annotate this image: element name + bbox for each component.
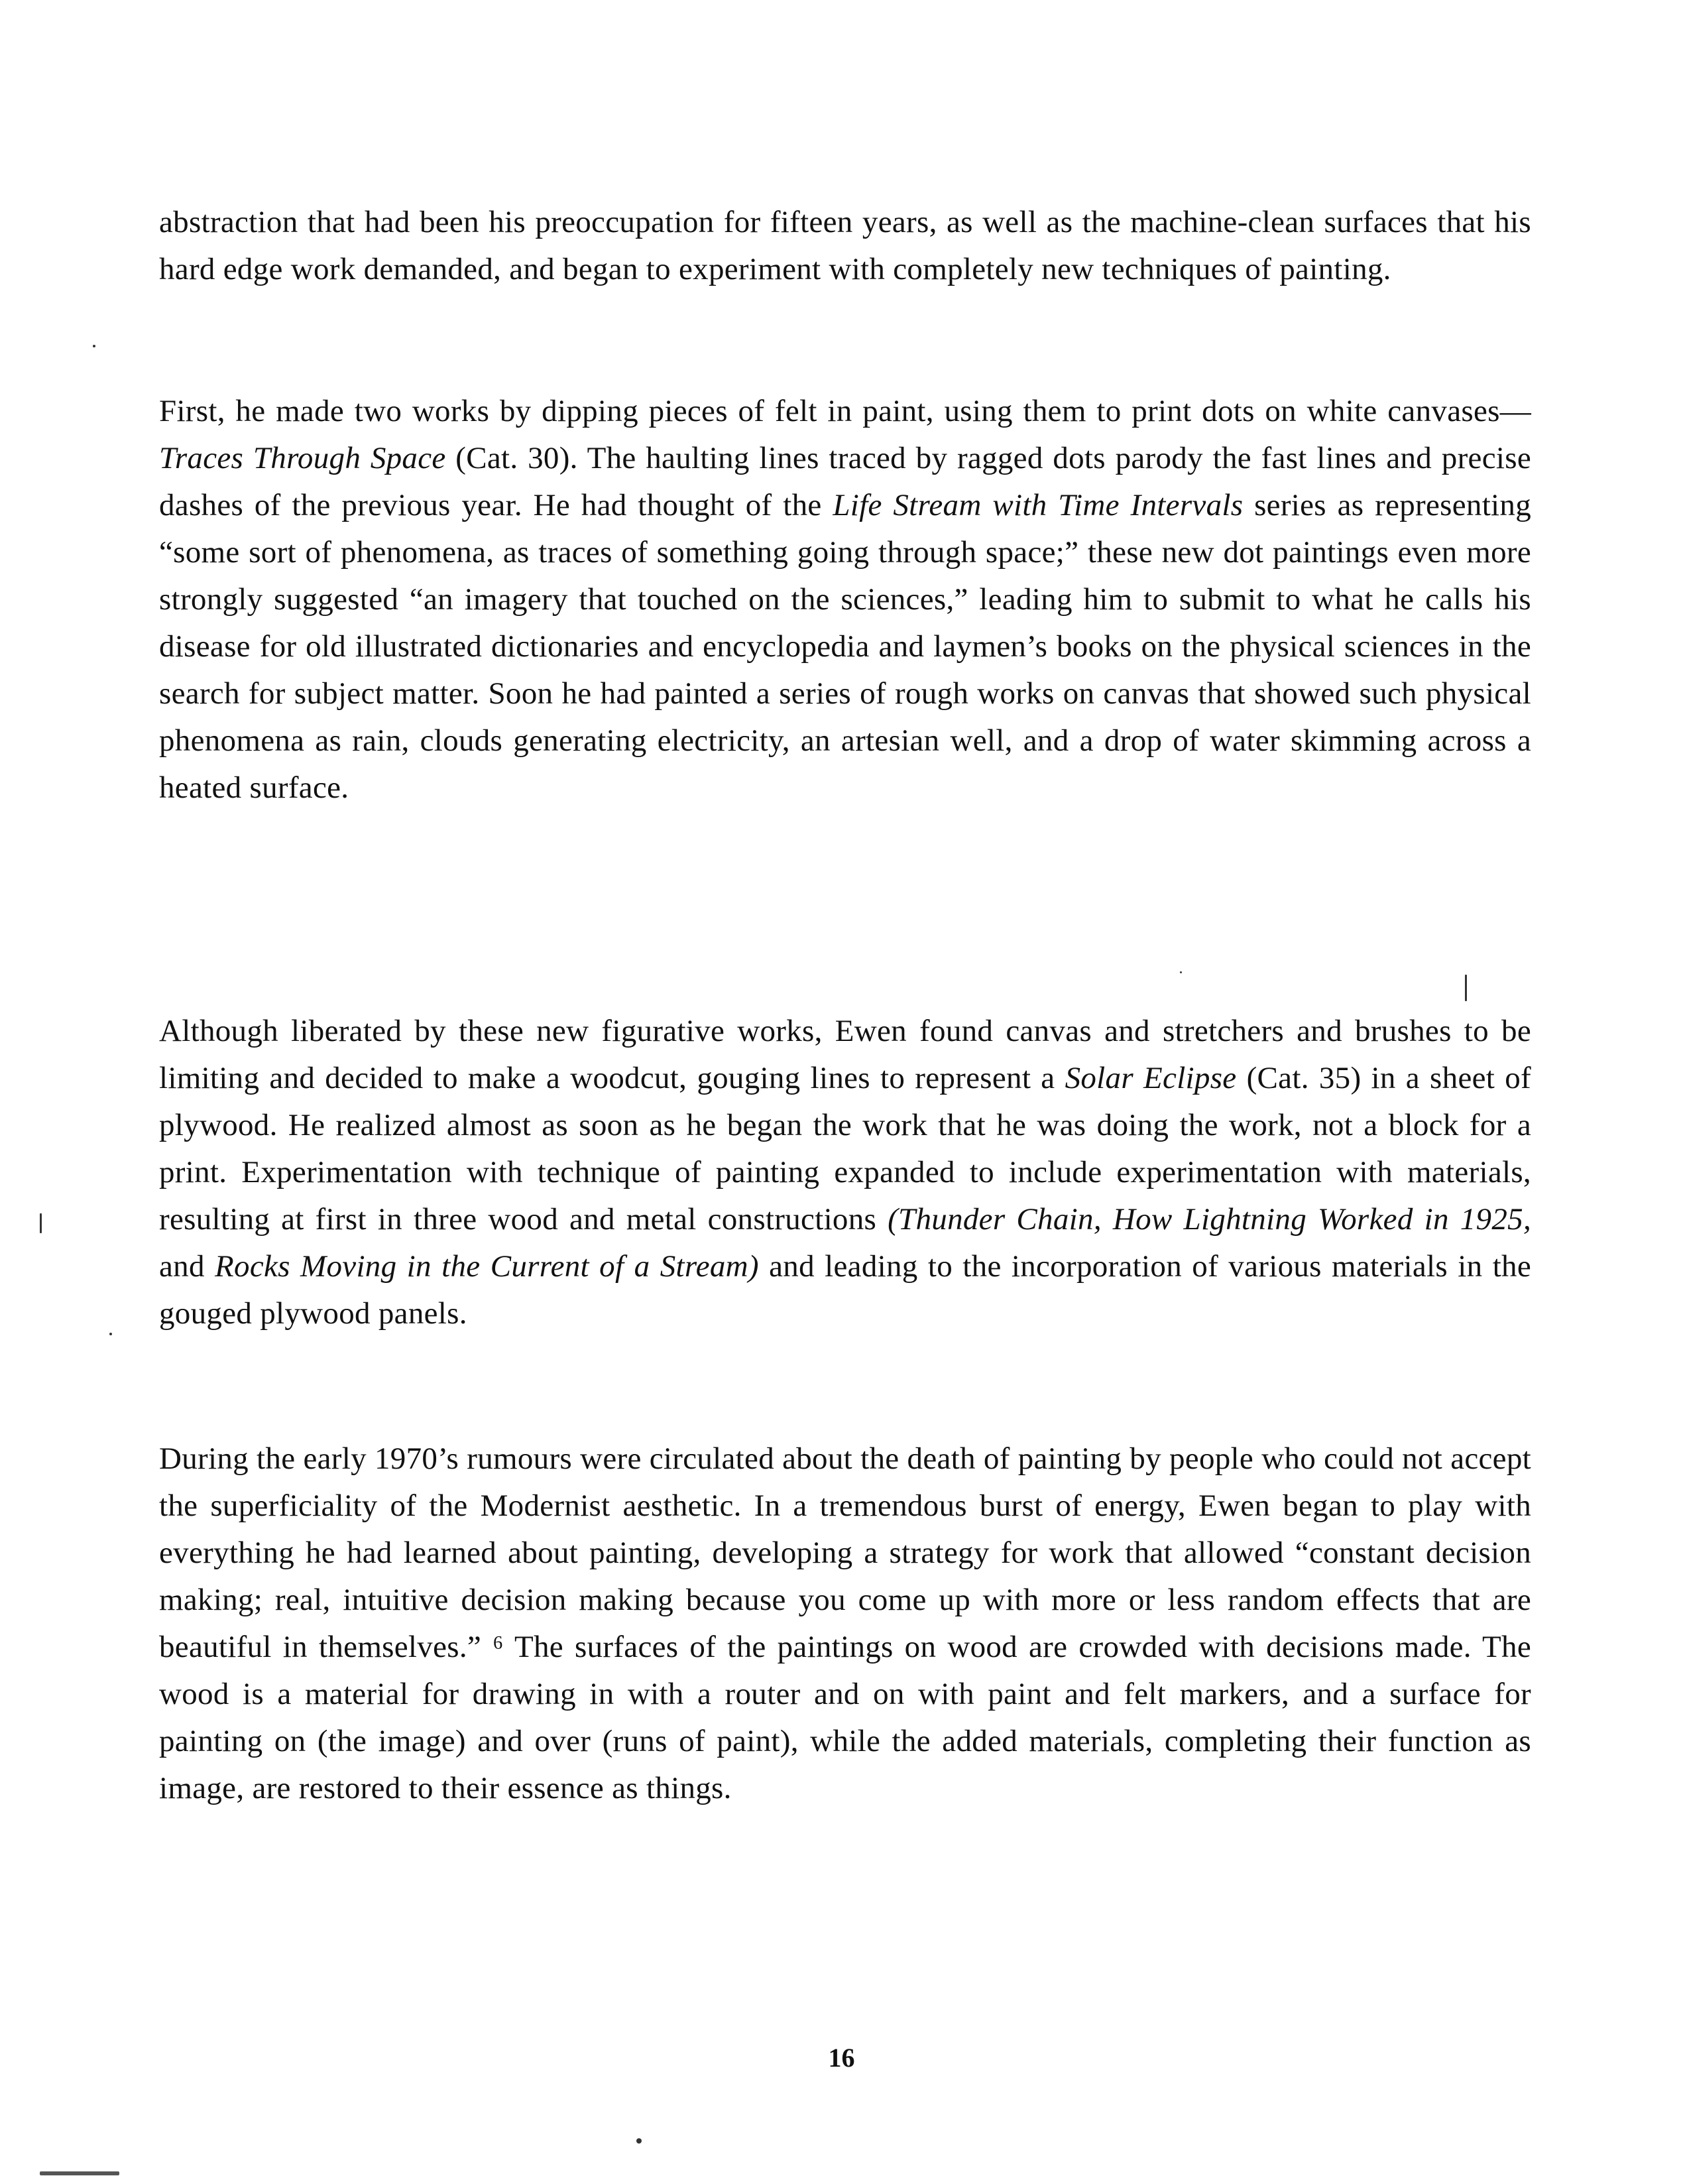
paragraph-3-and: and [159,1249,215,1284]
page-number: 16 [828,2043,855,2073]
artwork-title-life-stream: Life Stream with Time Intervals [833,488,1244,522]
scan-speck [40,2171,119,2175]
paragraph-1 [159,199,1531,293]
paragraph-4-text: During the early 1970’s rumours were circulated about the death of painting by people who could not accept the superficiality of the Modernist aesthetic. In a tremendous burst of energy, Ewen began to play with everything he had learned about painting, developing a strategy for work that allowed “constant decision making; real, intuitive decision making because you come up with more or less random effects that are beautiful in themselves.” ⁶ The surfaces of the paintings on wood are crowded with decisions made. The wood is a material for drawing in with a router and on with paint and felt markers, and a surface for painting on (the image) and over (runs of paint), while the added materials, completing their function as image, are restored to their essence as things. [159,1441,1531,1805]
scan-speck [636,2138,642,2144]
scan-speck [40,1213,42,1233]
artwork-title-thunder-chain: (Thunder Chain, How Lightning Worked in 1925, [888,1202,1531,1237]
paragraph-3-lead: Although liberated by these new figurative works, Ewen found canvas and stretchers and brushes to be limiting and decided to make a woodcut, gouging lines to represent a [159,1014,1531,1095]
scan-speck [93,345,95,347]
paragraph-2 [159,388,1531,812]
paragraph-1-text: abstraction that had been his preoccupation for fifteen years, as well as the machine-clean surfaces that his hard edge work demanded, and began to experiment with completely new techniques of painting. [159,205,1531,286]
paragraph-2-rest: series as representing “some sort of phenomena, as traces of something going through space;” these new dot paintings even more strongly suggested “an imagery that touched on the sciences,” leading him to submit to what he calls his disease for old illustrated dictionaries and encyclopedia and laymen’s books on the physical sciences in the search for subject matter. Soon he had painted a series of rough works on canvas that showed such physical phenomena as rain, clouds generating electricity, an artesian well, and a drop of water skimming across a heated surface. [159,488,1532,805]
scan-speck [109,1333,112,1335]
artwork-title-rocks-moving: Rocks Moving in the Current of a Stream) [215,1249,759,1284]
paragraph-3-rest: and leading to the incorporation of various materials in the gouged plywood panels. [159,1249,1532,1331]
paragraph-2-lead: First, he made two works by dipping pieces of felt in paint, using them to print dots on white canvases— [159,394,1531,428]
scan-speck [1465,975,1467,1001]
paragraph-3 [159,1008,1531,1337]
paragraph-2-mid: (Cat. 30). The haulting lines traced by ragged dots parody the fast lines and precise dashes of the previous year. He had thought of the [159,441,1531,522]
paragraph-4 [159,1435,1531,1812]
artwork-title-traces-through-space: Traces Through Space [159,441,446,475]
scan-speck [1180,971,1182,973]
artwork-title-solar-eclipse: Solar Eclipse [1065,1061,1237,1095]
paragraph-3-mid: (Cat. 35) in a sheet of plywood. He realized almost as soon as he began the work that he was doing the work, not a block for a print. Experimentation with technique of painting expanded to include experimentation with materials, resulting at first in three wood and metal constructions [159,1061,1531,1237]
